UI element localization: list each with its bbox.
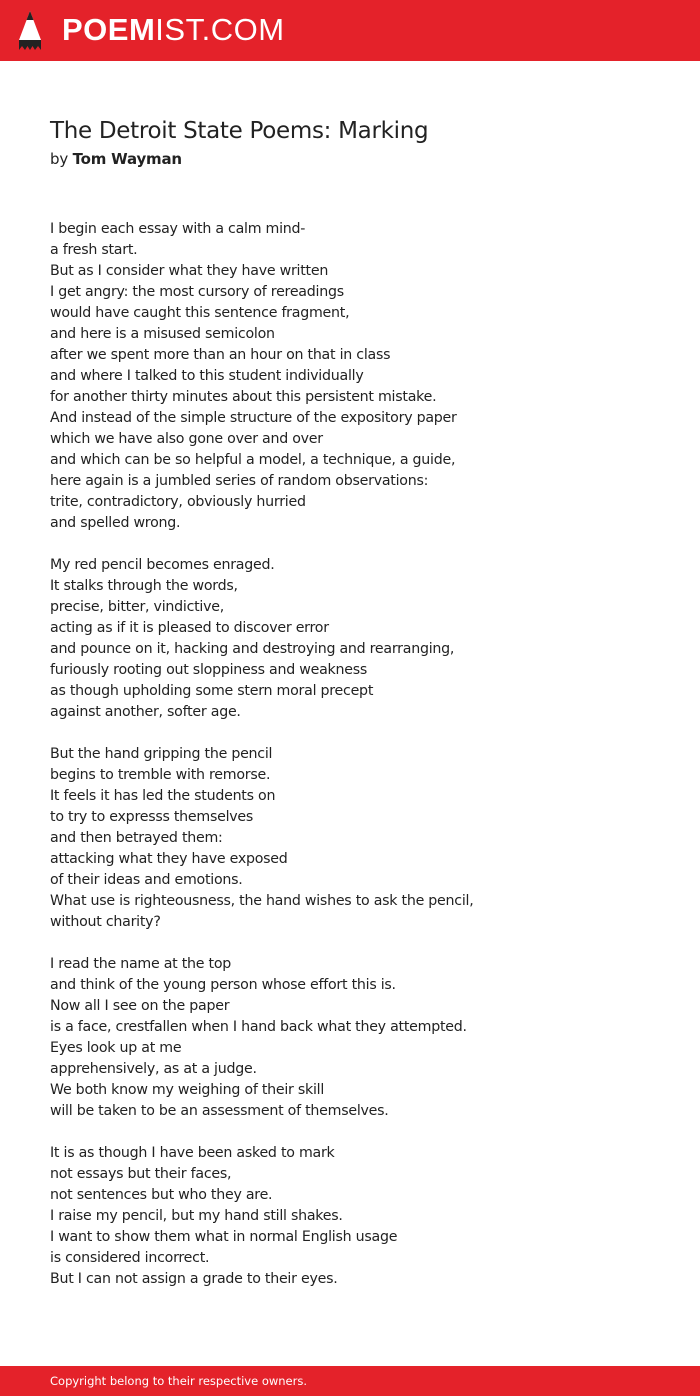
poem-line: and here is a misused semicolon xyxy=(50,326,275,342)
site-header xyxy=(0,0,700,61)
poem-stanza xyxy=(50,219,670,534)
poem-line: of their ideas and emotions. xyxy=(50,872,243,888)
poem-line: here again is a jumbled series of random observations: xyxy=(50,473,429,489)
poem-line: to try to expresss themselves xyxy=(50,809,254,825)
poem-line: against another, softer age. xyxy=(50,704,241,720)
poem-byline xyxy=(50,149,182,169)
poem-line: not essays but their faces, xyxy=(50,1166,232,1182)
poem-line: for another thirty minutes about this persistent mistake. xyxy=(50,389,437,405)
poem-line: What use is righteousness, the hand wishes to ask the pencil, xyxy=(50,893,474,909)
copyright-notice: Copyright belong to their respective owners. xyxy=(50,1374,308,1388)
poem-body xyxy=(50,219,670,1311)
poem-line: furiously rooting out sloppiness and weakness xyxy=(50,662,367,678)
poem-stanza xyxy=(50,555,670,723)
poem-line: begins to tremble with remorse. xyxy=(50,767,271,783)
poem-line: I raise my pencil, but my hand still shakes. xyxy=(50,1208,343,1224)
poem-stanza xyxy=(50,954,670,1122)
poem-line: It feels it has led the students on xyxy=(50,788,276,804)
poem-stanza xyxy=(50,1143,670,1290)
poem-line: is a face, crestfallen when I hand back what they attempted. xyxy=(50,1019,467,1035)
poem-line: after we spent more than an hour on that in class xyxy=(50,347,391,363)
poem-line: I get angry: the most cursory of rereadings xyxy=(50,284,344,300)
poem-stanza xyxy=(50,744,670,933)
poem-line: I want to show them what in normal English usage xyxy=(50,1229,398,1245)
poem-line: and pounce on it, hacking and destroying and rearranging, xyxy=(50,641,455,657)
by-label: by xyxy=(50,150,68,168)
poem-line: And instead of the simple structure of the expository paper xyxy=(50,410,457,426)
poem-author: Tom Wayman xyxy=(72,150,182,168)
site-footer xyxy=(0,1366,700,1396)
poem-line: acting as if it is pleased to discover error xyxy=(50,620,329,636)
poem-line: I begin each essay with a calm mind- xyxy=(50,221,306,237)
poem-line: a fresh start. xyxy=(50,242,138,258)
poem-line: without charity? xyxy=(50,914,161,930)
poem-line: But the hand gripping the pencil xyxy=(50,746,273,762)
poem-line: My red pencil becomes enraged. xyxy=(50,557,275,573)
poem-line: and where I talked to this student individually xyxy=(50,368,364,384)
poem-line: Eyes look up at me xyxy=(50,1040,182,1056)
logo-bold-text: POEM xyxy=(62,12,156,47)
site-logo[interactable] xyxy=(62,12,285,48)
poem-line: It stalks through the words, xyxy=(50,578,238,594)
poem-line: and which can be so helpful a model, a technique, a guide, xyxy=(50,452,456,468)
poem-line: and think of the young person whose effort this is. xyxy=(50,977,396,993)
poem-line: is considered incorrect. xyxy=(50,1250,210,1266)
poem-line: which we have also gone over and over xyxy=(50,431,323,447)
poem-line: and then betrayed them: xyxy=(50,830,223,846)
poem-line: We both know my weighing of their skill xyxy=(50,1082,325,1098)
poem-line: It is as though I have been asked to mark xyxy=(50,1145,335,1161)
poem-line: But as I consider what they have written xyxy=(50,263,329,279)
poem-line: trite, contradictory, obviously hurried xyxy=(50,494,306,510)
poem-line: I read the name at the top xyxy=(50,956,231,972)
poem-line: would have caught this sentence fragment, xyxy=(50,305,350,321)
poem-line: and spelled wrong. xyxy=(50,515,181,531)
poem-line: as though upholding some stern moral precept xyxy=(50,683,374,699)
poem-title: The Detroit State Poems: Marking xyxy=(50,118,429,144)
poem-line: But I can not assign a grade to their eyes. xyxy=(50,1271,338,1287)
poem-line: apprehensively, as at a judge. xyxy=(50,1061,257,1077)
poem-line: not sentences but who they are. xyxy=(50,1187,273,1203)
poem-line: precise, bitter, vindictive, xyxy=(50,599,225,615)
poem-line: Now all I see on the paper xyxy=(50,998,230,1014)
pencil-tip-icon xyxy=(18,10,42,52)
poem-line: attacking what they have exposed xyxy=(50,851,288,867)
logo-light-text: IST.COM xyxy=(155,12,285,47)
poem-line: will be taken to be an assessment of themselves. xyxy=(50,1103,389,1119)
